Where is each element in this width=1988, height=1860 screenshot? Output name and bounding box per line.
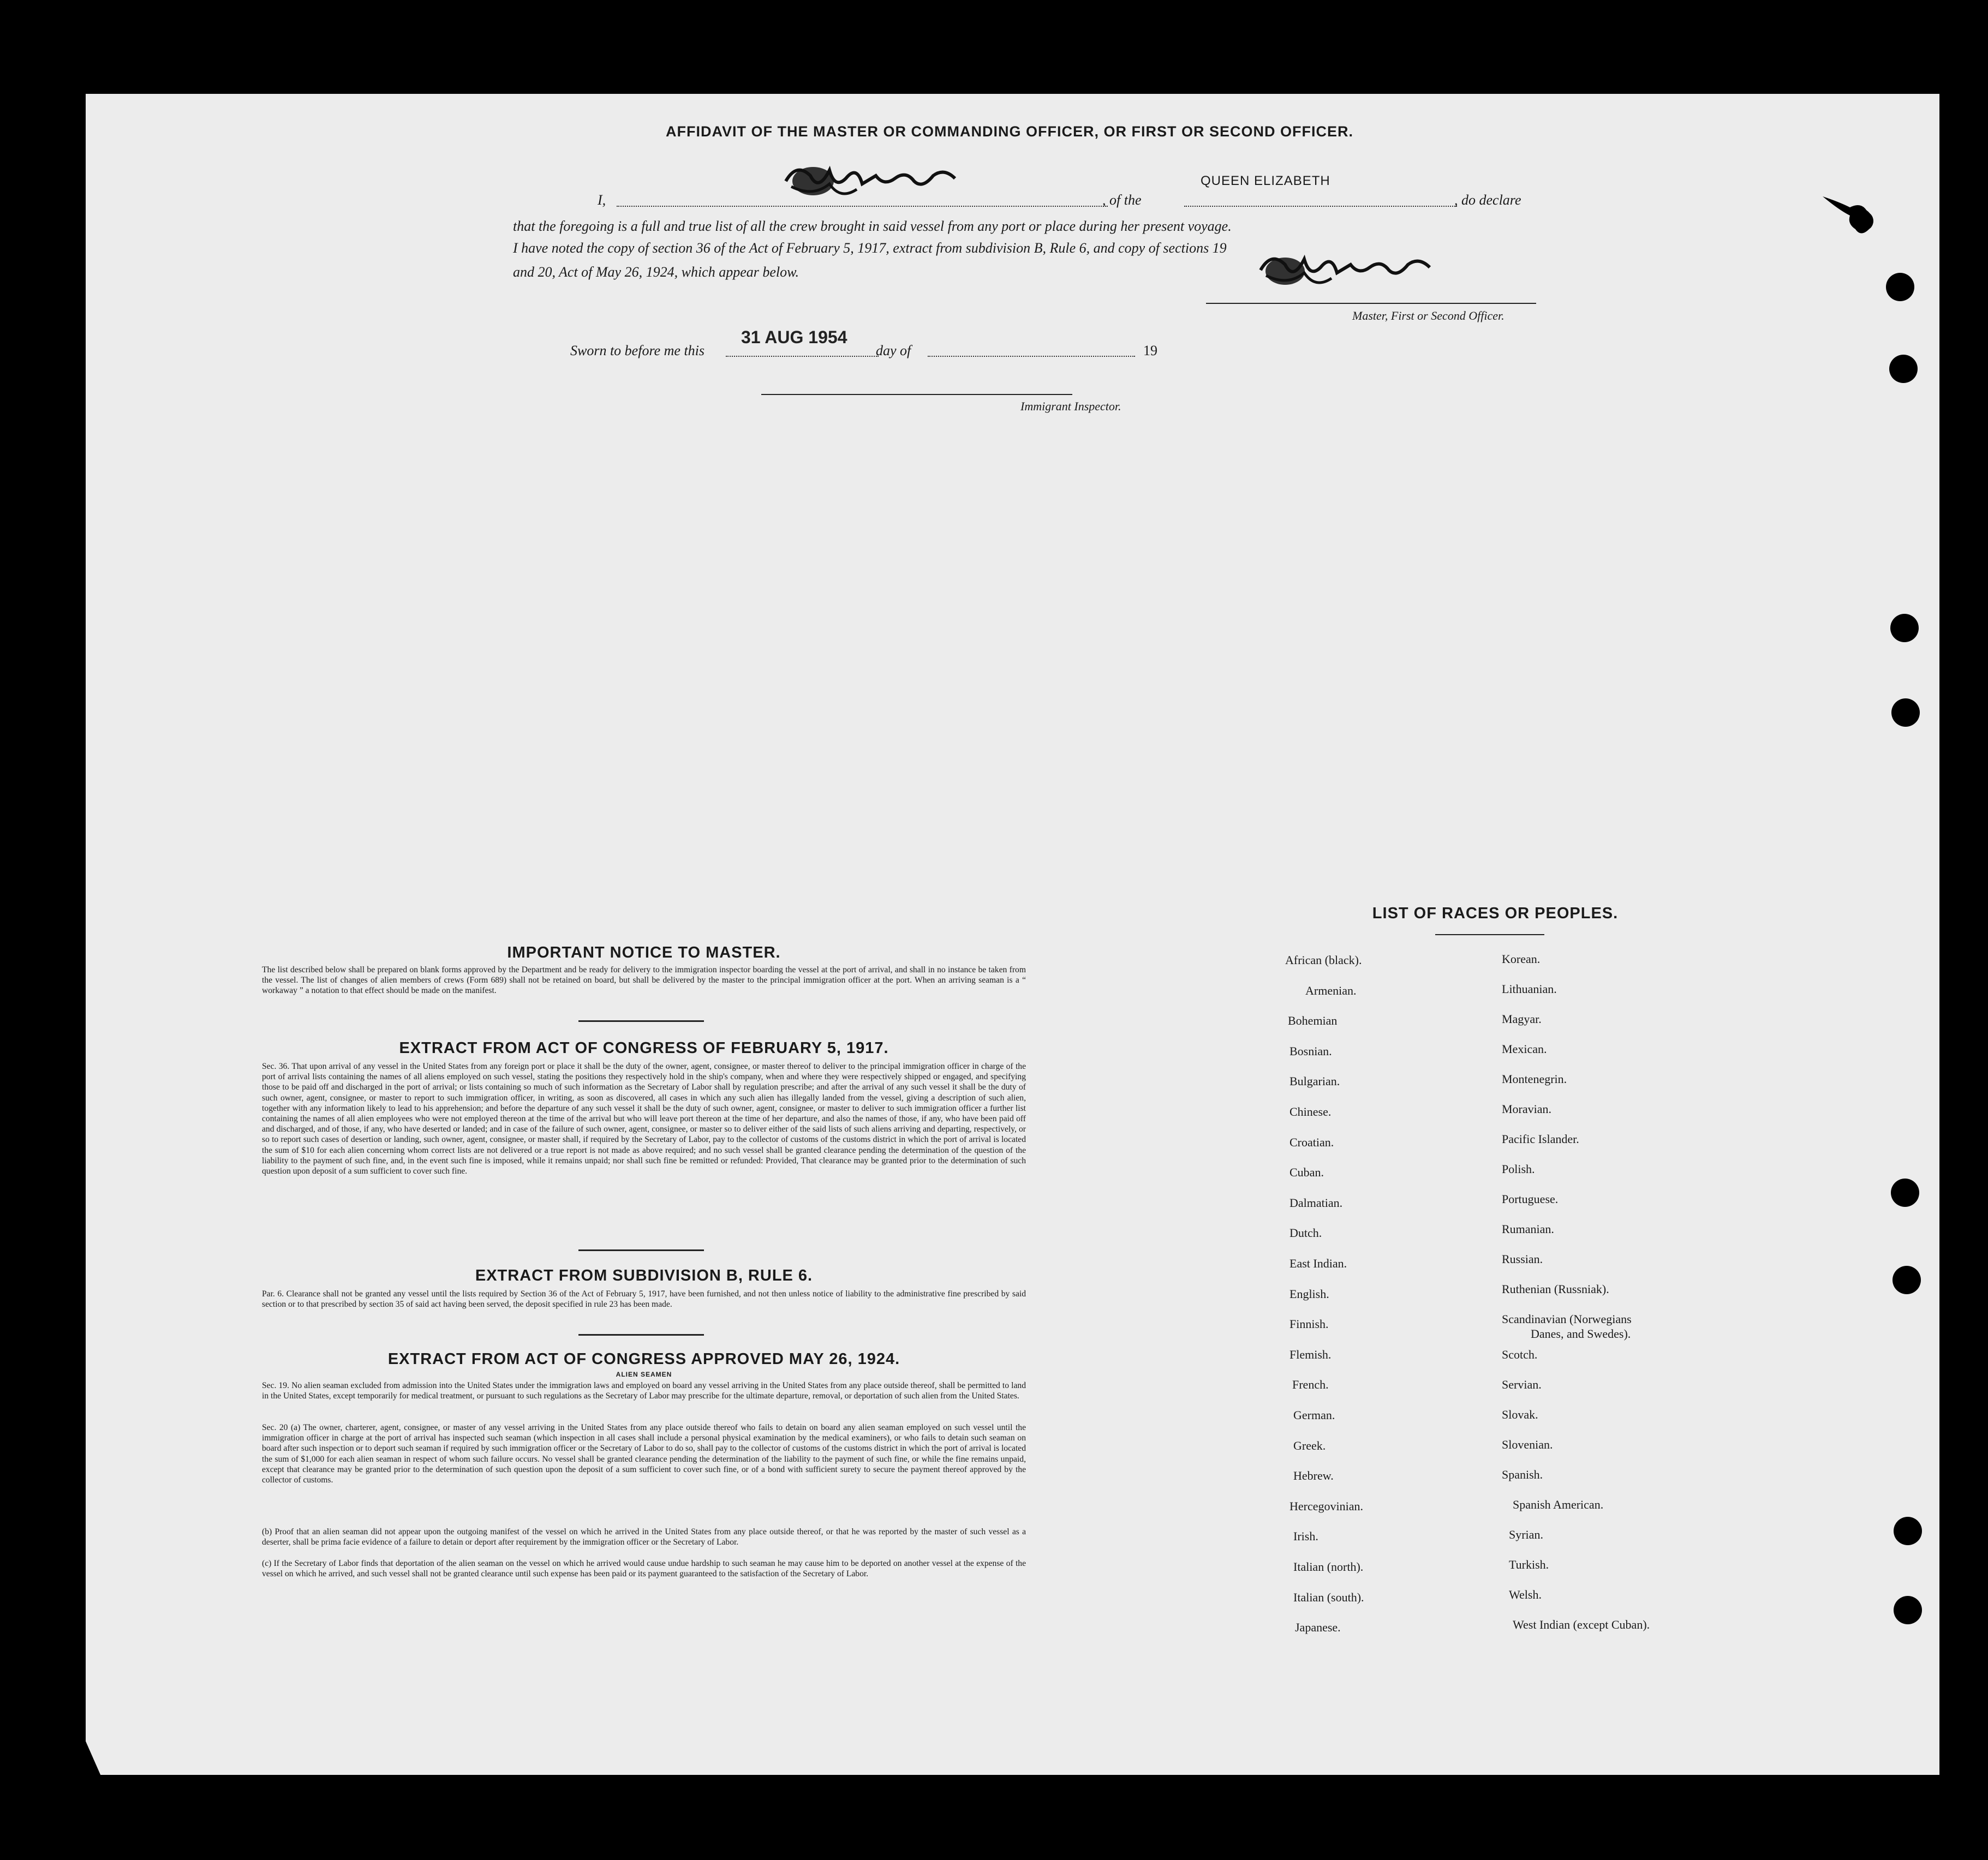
sworn-date-line [726, 356, 879, 357]
race-item: Welsh. [1509, 1588, 1542, 1601]
inspector-signature-line [761, 394, 1072, 395]
punch-hole [1890, 614, 1919, 642]
race-item: Cuban. [1289, 1165, 1324, 1180]
notice-title: IMPORTANT NOTICE TO MASTER. [507, 944, 781, 961]
race-item: Korean. [1502, 952, 1541, 966]
vessel-name-line [1184, 206, 1457, 207]
race-item: Bohemian [1288, 1014, 1338, 1028]
master-signature-2 [1255, 248, 1441, 297]
punch-hole [1886, 273, 1914, 301]
race-item: Hercegovinian. [1289, 1499, 1363, 1513]
sworn-month-line [928, 356, 1135, 357]
race-item: Ruthenian (Russniak). [1502, 1282, 1609, 1296]
document-page [86, 94, 1939, 1775]
race-item: Spanish American. [1513, 1498, 1604, 1511]
race-item: Flemish. [1289, 1347, 1332, 1361]
race-item: Russian. [1502, 1252, 1543, 1266]
sworn-day-of: day of [876, 343, 911, 358]
affidavit-line-2: that the foregoing is a full and true list of all the crew brought in said vessel from any port or place during her present voyage. [513, 218, 1232, 234]
affidavit-i: I, [598, 192, 606, 208]
race-item: Slovenian. [1502, 1438, 1553, 1451]
races-title: LIST OF RACES OR PEOPLES. [1372, 905, 1619, 922]
affidavit-line-4: and 20, Act of May 26, 1924, which appear below. [513, 264, 799, 280]
master-signature [780, 159, 966, 208]
extract-1924-sec-20a: Sec. 20 (a) The owner, charterer, agent, consignee, or master of any vessel arriving in the United States from any place outside thereof who fails to detain on board any alien seaman employed on such vessel until the immigration officer in charge at the port of arrival has inspected such seaman (which inspection in all cases shall include a personal physical examination by the medical examiners), or who fails to detain such seaman on board after such inspection or to deport such seaman if required by such immigration officer or the Secretary of Labor to do so, shall pay to the collector of customs of the customs district in which the port of arrival is located the sum of $1,000 for each alien seaman in respect of whom such failure occurs. No vessel shall be granted clearance pending the determination of the liability to the payment of such fine, or while the fine remains unpaid, except that clearance may be granted prior to the determination of such question upon the deposit of a sum sufficient to cover such fine, or of a bond with sufficient surety to secure the payment thereof approved by the collector of customs. [262, 1423, 1026, 1485]
race-item: Servian. [1502, 1378, 1542, 1391]
subdivision-text: Par. 6. Clearance shall not be granted any vessel until the lists required by Section 36 of the Act of February 5, 1917, have been furnished, and not then unless notice of liability to the administrative fine prescribed by said section or to that prescribed by section 35 of said act having been served, the deposit specified in rule 23 has been made. [262, 1289, 1026, 1309]
race-item: Syrian. [1509, 1528, 1543, 1541]
notice-text: The list described below shall be prepared on blank forms approved by the Department and be ready for delivery to the immigration inspector boarding the vessel at the port of arrival, and shall in no instance be taken from the vessel. The list of changes of alien members of crews (Form 689) shall not be retained on board, but shall be delivered by the master to the principal immigration officer at the port. When an arriving seaman is a “ workaway ” a notation to that effect should be made on the manifest. [262, 965, 1026, 996]
race-item: Japanese. [1295, 1620, 1341, 1635]
master-signature-line [1206, 303, 1536, 304]
race-item: East Indian. [1289, 1257, 1347, 1270]
race-item: Armenian. [1305, 983, 1357, 997]
race-item: Irish. [1293, 1529, 1318, 1544]
race-item: Moravian. [1502, 1102, 1552, 1116]
sworn-date-stamp: 31 AUG 1954 [741, 327, 847, 347]
race-item: Scotch. [1502, 1348, 1538, 1361]
divider [578, 1334, 704, 1336]
master-caption: Master, First or Second Officer. [1352, 309, 1505, 322]
race-item: Dutch. [1289, 1226, 1322, 1240]
ink-blot-icon [1817, 191, 1883, 256]
sworn-year: 19 [1143, 343, 1157, 358]
punch-hole [1891, 698, 1920, 727]
race-item: Polish. [1502, 1162, 1535, 1176]
affidavit-do-declare: , do declare [1454, 192, 1521, 208]
race-item: English. [1289, 1287, 1329, 1301]
punch-hole [1894, 1517, 1922, 1545]
punch-hole [1891, 1179, 1919, 1207]
affidavit-title: AFFIDAVIT OF THE MASTER OR COMMANDING OFFICER, OR FIRST OR SECOND OFFICER. [666, 123, 1353, 140]
extract-1924-sec-19: Sec. 19. No alien seaman excluded from admission into the United States under the immigration laws and employed on board any vessel arriving in the United States from any place outside thereof, shall be permitted to land in the United States, except temporarily for medical treatment, or pursuant to such regulations as the Secretary of Labor may prescribe for the ultimate departure, removal, or deportation of such alien from the United States. [262, 1381, 1026, 1401]
affidavit-of-the: , of the [1102, 192, 1142, 208]
race-item: Greek. [1293, 1438, 1326, 1452]
punch-hole [1889, 355, 1918, 383]
subdivision-title: EXTRACT FROM SUBDIVISION B, RULE 6. [475, 1267, 813, 1284]
race-item: Italian (south). [1293, 1590, 1364, 1604]
extract-1924-sec-20c: (c) If the Secretary of Labor finds that deportation of the alien seaman on the vessel on which he arrived would cause undue hardship to such seaman he may cause him to be deported on another vessel at the expense of the vessel on which he arrived, and such vessel shall not be granted clearance until such expense has been paid or its payment guaranteed to the satisfaction of the Secretary of Labor. [262, 1559, 1026, 1579]
race-item: Portuguese. [1502, 1192, 1559, 1206]
race-item: Turkish. [1509, 1558, 1549, 1571]
sworn-prefix: Sworn to before me this [570, 343, 705, 358]
race-item: Croatian. [1289, 1135, 1334, 1149]
race-item: Spanish. [1502, 1468, 1543, 1481]
race-item: Pacific Islander. [1502, 1132, 1579, 1146]
race-item: Dalmatian. [1289, 1195, 1343, 1210]
extract-1924-sec-20b: (b) Proof that an alien seaman did not appear upon the outgoing manifest of the vessel on which he arrived in the United States from any place outside thereof, or that he was reported by the master of such vessel as a deserter, shall be prima facie evidence of a failure to detain or deport after requirement by the immigration officer or the Secretary of Labor. [262, 1527, 1026, 1547]
race-item: German. [1293, 1408, 1335, 1422]
extract-1924-title: EXTRACT FROM ACT OF CONGRESS APPROVED MAY 26, 1924. [387, 1350, 900, 1368]
race-item: French. [1292, 1378, 1329, 1392]
race-item: Hebrew. [1293, 1469, 1334, 1483]
race-item: Italian (north). [1293, 1560, 1364, 1574]
race-item: Bulgarian. [1289, 1074, 1340, 1089]
divider [578, 1249, 704, 1251]
inspector-caption: Immigrant Inspector. [1020, 399, 1121, 413]
race-item: Rumanian. [1502, 1222, 1554, 1236]
race-item: West Indian (except Cuban). [1513, 1618, 1650, 1631]
race-item: Danes, and Swedes). [1531, 1327, 1631, 1341]
race-item: Scandinavian (Norwegians [1502, 1312, 1632, 1326]
race-item: Lithuanian. [1502, 982, 1557, 996]
vessel-name: QUEEN ELIZABETH [1201, 174, 1330, 188]
affidavit-line-3: I have noted the copy of section 36 of the Act of February 5, 1917, extract from subdivision B, Rule 6, and copy of sections 19 [513, 240, 1227, 256]
race-item: Finnish. [1289, 1317, 1329, 1331]
extract-1924-subtitle: ALIEN SEAMEN [616, 1371, 672, 1378]
race-item: Magyar. [1502, 1012, 1542, 1026]
race-item: African (black). [1285, 953, 1362, 967]
race-item: Chinese. [1289, 1105, 1332, 1119]
races-title-divider [1435, 934, 1544, 935]
race-item: Mexican. [1502, 1042, 1547, 1056]
race-item: Slovak. [1502, 1408, 1538, 1421]
punch-hole [1893, 1266, 1921, 1294]
extract-1917-text: Sec. 36. That upon arrival of any vessel in the United States from any foreign port or place it shall be the duty of the owner, agent, consignee, or master thereof to deliver to the principal immigration officer in charge of the port of arrival lists containing the names of all aliens employed on such vessel, stating the positions they respectively hold in the ship's company, when and where they were respectively shipped or engaged, and specifying those to be paid off and discharged in the port of arrival; or lists containing so much of such information as the Secretary of Labor shall by regulation prescribe; and after the arrival of any such vessel it shall be the duty of such owner, agent, consignee, or master to report to such immigration officer, in writing, as soon as discovered, all cases in which any such alien has illegally landed from the vessel, giving a description of such alien, together with any information likely to lead to his apprehension; and before the departure of any such vessel it shall be the duty of such owner, agent, consignee, or master to deliver to such immigration officer a further list containing the names of all alien employees who were not employed thereon at the time of the arrival but who will leave port thereon at the time of her departure, and also the names of those, if any, who have been paid off and discharged, and of those, if any, who have deserted or landed; and in case of the failure of such owner, agent, consignee, or master so to deliver either of the said lists of such aliens arriving and departing, respectively, or so to report such cases of desertion or landing, such owner, agent, consignee, or master shall, if required by the Secretary of Labor, pay to the collector of customs of the customs district in which the port of arrival is located the sum of $10 for each alien concerning whom correct lists are not delivered or a true report is not made as above required; and no such vessel shall be granted clearance pending the determination of the question of the liability to the payment of such fine, and, in the event such fine is imposed, while it remains unpaid; nor shall such fine be remitted or refunded: Provided, That clearance may be granted prior to the determination of such question upon deposit of a sum sufficient to cover such fine. [262, 1062, 1026, 1176]
divider [578, 1020, 704, 1022]
race-item: Montenegrin. [1502, 1072, 1567, 1086]
race-item: Bosnian. [1289, 1044, 1332, 1058]
extract-1917-title: EXTRACT FROM ACT OF CONGRESS OF FEBRUARY 5, 1917. [399, 1039, 889, 1057]
punch-hole [1894, 1596, 1922, 1624]
